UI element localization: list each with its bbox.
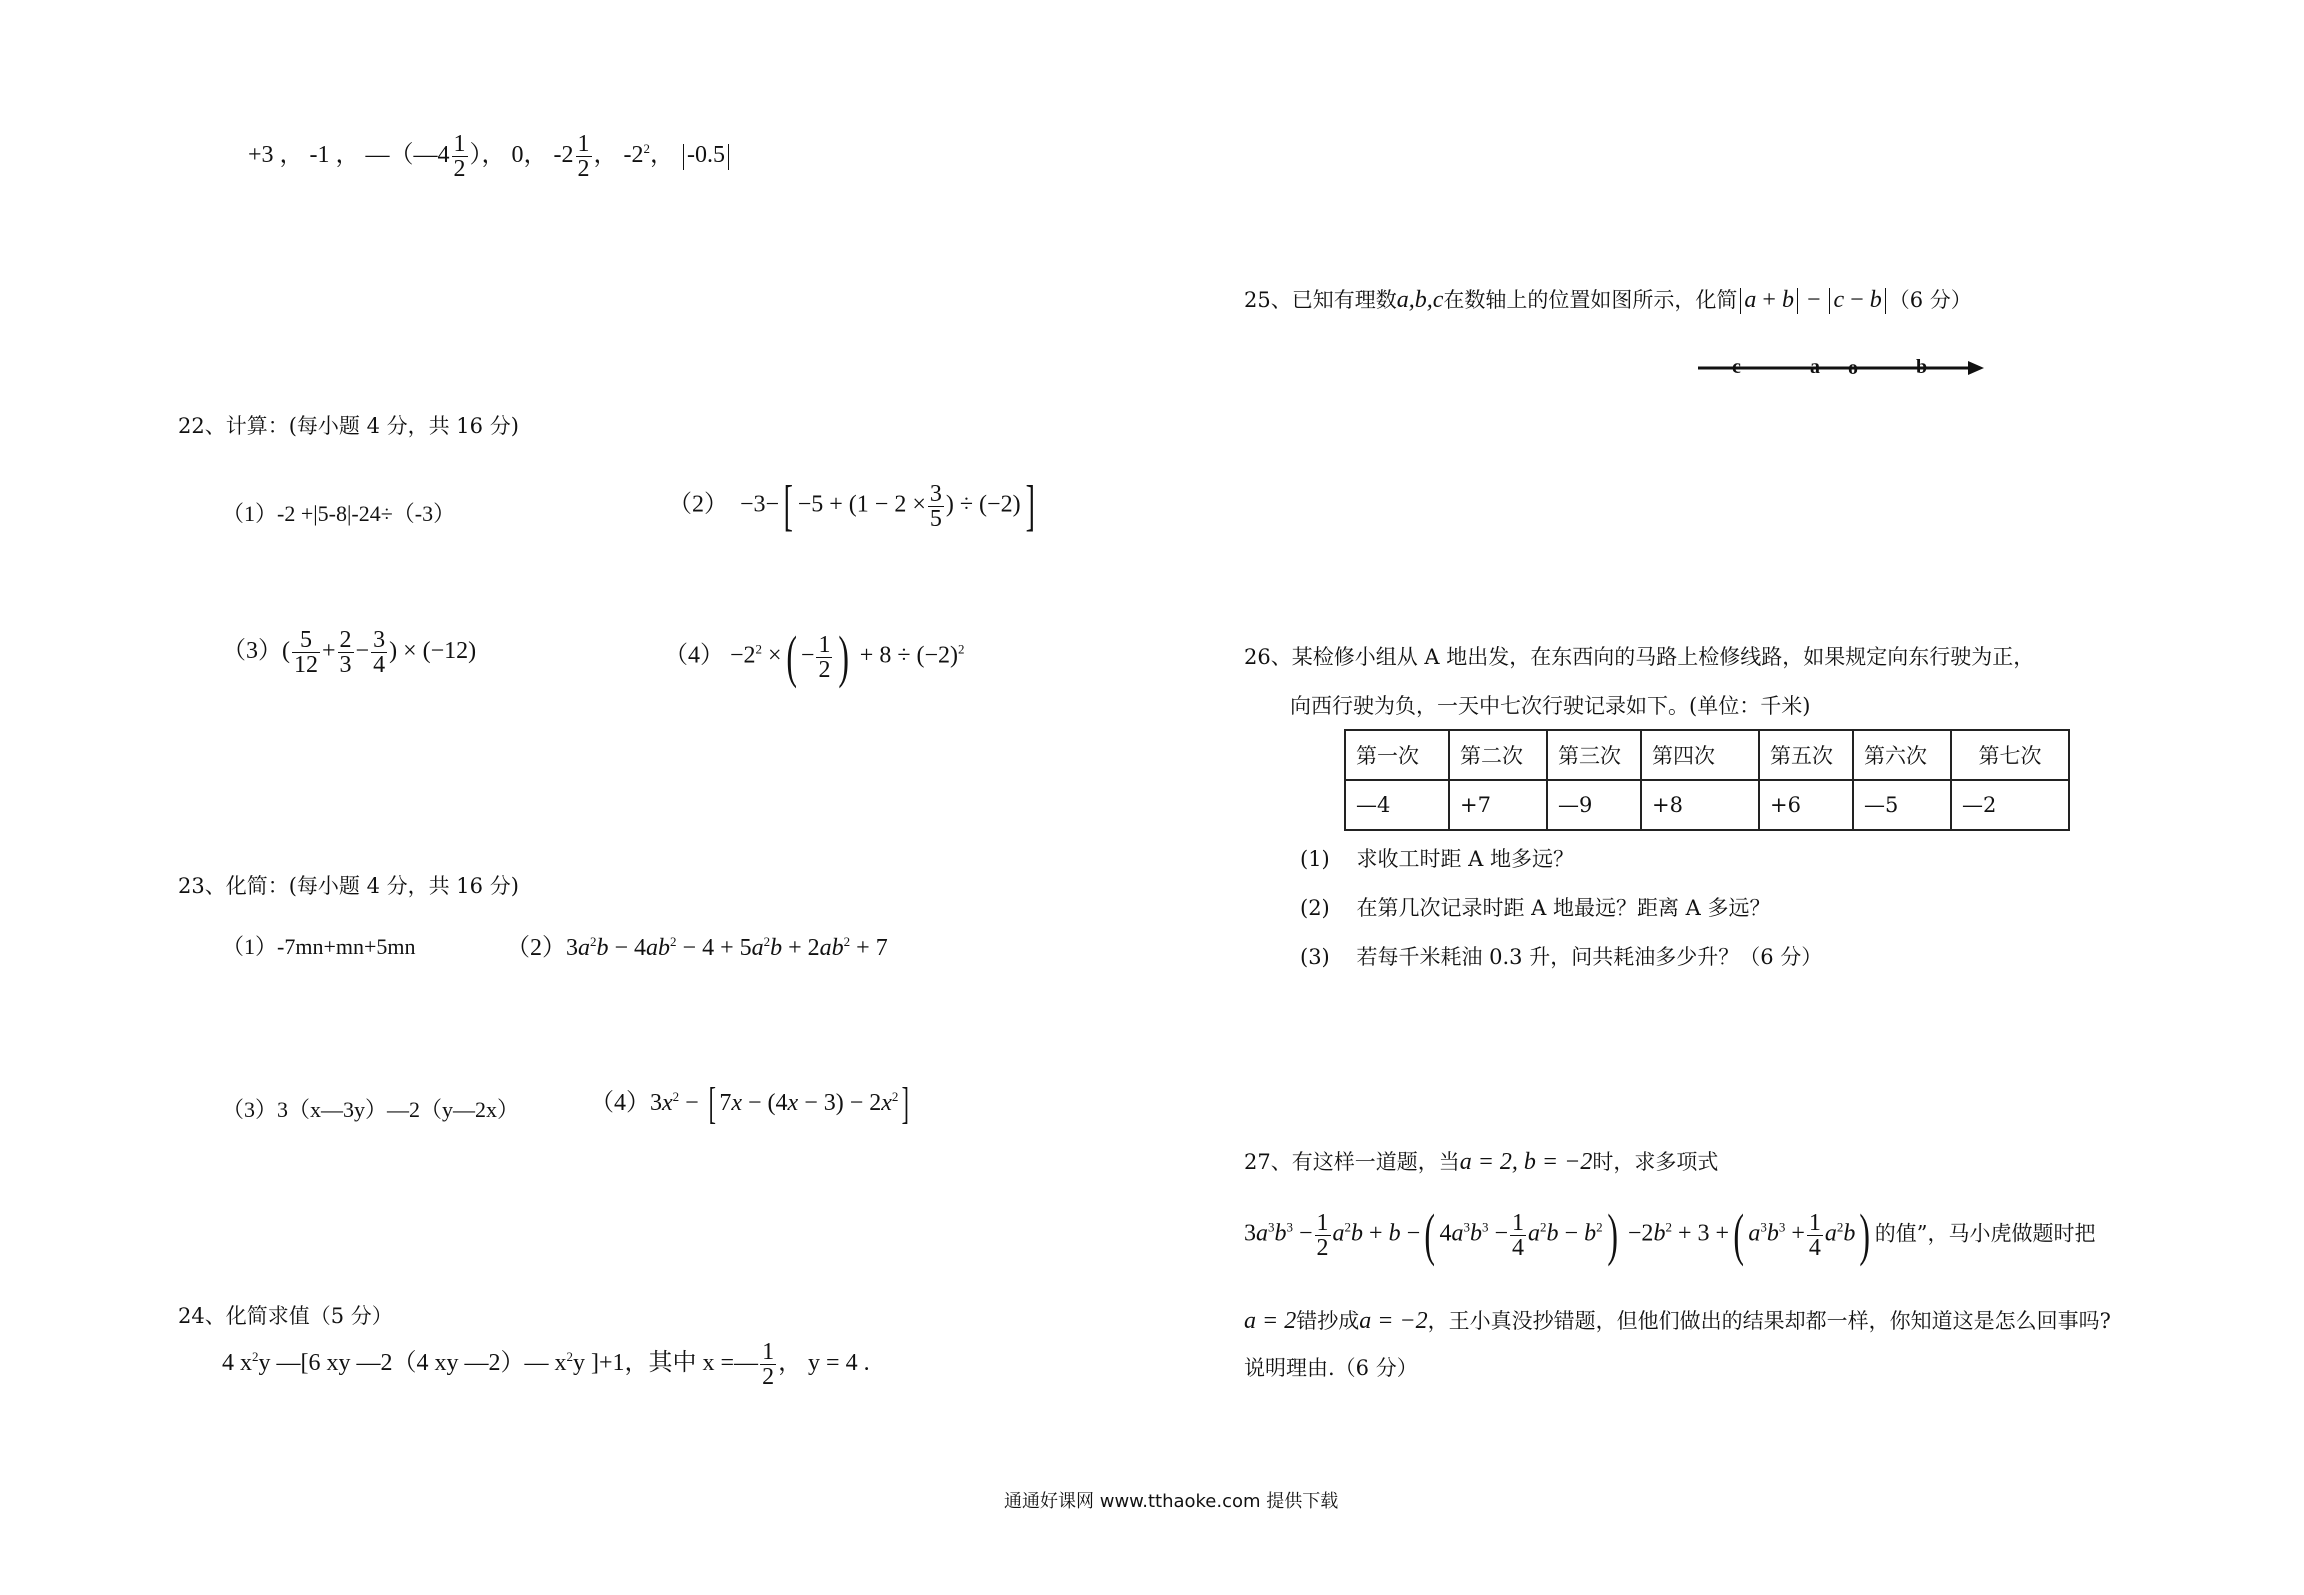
table-header-cell: 第四次 <box>1641 730 1759 780</box>
q25-label-b: b <box>1916 356 1928 378</box>
table-cell: —2 <box>1951 780 2069 830</box>
table-cell: +8 <box>1641 780 1759 830</box>
table-header-cell: 第一次 <box>1345 730 1449 780</box>
q24-expression: 4 $x^2y$ —[6 xy —2（4 xy —2）— $x^2y$ ]+1，其中 x =— $\frac{1}{2}$ ， y = 4 . <box>222 1339 870 1390</box>
q23-part1: （1）-7mn+mn+5mn <box>222 934 416 959</box>
table-cell: —4 <box>1345 780 1449 830</box>
q27-line1: 27、有这样一道题，当a = 2, b = −2时，求多项式 <box>1244 1149 1719 1175</box>
q26-sub1: (1) 求收工时距 A 地多远？ <box>1300 847 1574 871</box>
table-header-cell: 第二次 <box>1449 730 1547 780</box>
q22-part3: （3）( $\frac{5}{12}$ + $\frac{2}{3}$ − $\frac{3}{4}$ ) × (−12) <box>222 627 477 678</box>
table-cell: +7 <box>1449 780 1547 830</box>
q25-label-a: a <box>1810 356 1820 378</box>
q27-line3: a = 2错抄成a = −2，王小真没抄错题，但他们做出的结果却都一样，你知道这是怎么回事吗? <box>1244 1308 2111 1334</box>
q25-label-o: o <box>1848 357 1858 379</box>
q26-line1: 26、某检修小组从 A 地出发，在东西向的马路上检修线路，如果规定向东行驶为正， <box>1244 645 2035 669</box>
q21-numbers: +3 ， -1 ， —（—4 $\frac{1}{2}$ ）， 0， -2 $\frac{1}{2}$ ， $-2^2$， -0.5 <box>248 132 732 181</box>
q23-part4: $(4)3x^2$ − [ $7x - (4x - 3) - 2x^2$] <box>590 1079 910 1129</box>
q22-part2: （2） −3−[ −5 + (1 − 2 × $\frac{3}{5}$ ) ÷ (−2)] <box>668 475 1035 537</box>
table-row <box>1345 780 2069 830</box>
q22-title: 22、计算：(每小题 4 分，共 16 分) <box>178 414 519 438</box>
table-header-cell: 第六次 <box>1853 730 1951 780</box>
table-cell: —5 <box>1853 780 1951 830</box>
table-header-cell: 第三次 <box>1547 730 1641 780</box>
q25-label-c: c <box>1732 356 1741 378</box>
table-row <box>1345 730 2069 780</box>
q23-title: 23、化简：(每小题 4 分，共 16 分) <box>178 874 519 898</box>
q26-sub3: (3) 若每千米耗油 0.3 升，问共耗油多少升？（6 分） <box>1300 945 1823 969</box>
page-footer: 通通好课网 www.tthaoke.com 提供下载 <box>1004 1491 1339 1512</box>
q25-text: 25、已知有理数a,b,c在数轴上的位置如图所示，化简 a + b − c − b （6 分） <box>1244 287 1972 313</box>
q27-polynomial: $3a^3b^3$ − $\frac{1}{2}$ $a^2b + b$ −( $4a^3b^3$ − $\frac{1}{4}$ $a^2b - b^2) -2b^2 + 3$ +( $a^3b^3$ + $\frac{1}{4}$ $a^2b$) 的值”，马小虎做题时把 <box>1244 1202 2096 1267</box>
q23-part3: （3）3（x—3y）—2（y—2x） <box>222 1097 520 1122</box>
table-cell: +6 <box>1759 780 1853 830</box>
q24-title: 24、化简求值（5 分） <box>178 1304 393 1328</box>
q26-line2: 向西行驶为负，一天中七次行驶记录如下。(单位：千米) <box>1290 694 1811 718</box>
q22-part1: （1）-2 +|5-8|-24÷（-3） <box>222 501 456 526</box>
q23-part2: $(2)3a^2b - 4ab^2 - 4 + 5a^2b + 2ab^2 + 7$ <box>506 934 888 961</box>
table-cell: —9 <box>1547 780 1641 830</box>
q22-part4: $(4) -2^2$ ×( − $\frac{1}{2}$ ) + $8 \div (-2)^2$ <box>664 624 965 689</box>
table-header-cell: 第七次 <box>1951 730 2069 780</box>
q26-record-table <box>1344 729 2070 831</box>
table-header-cell: 第五次 <box>1759 730 1853 780</box>
q26-sub2: (2) 在第几次记录时距 A 地最远？距离 A 多远？ <box>1300 896 1771 920</box>
q27-line4: 说明理由.（6 分） <box>1244 1356 1418 1380</box>
